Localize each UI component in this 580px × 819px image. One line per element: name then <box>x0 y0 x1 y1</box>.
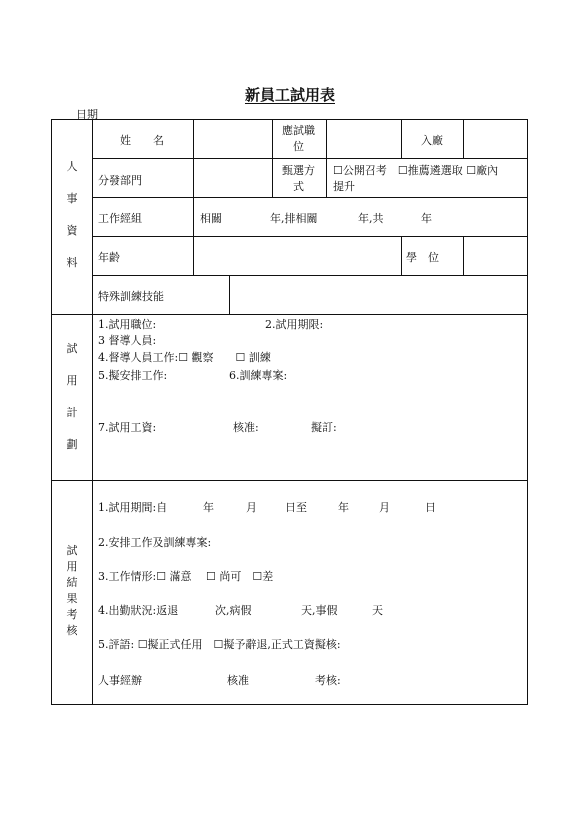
label-column-divider <box>92 119 93 705</box>
experience-unrelated: 年,排相關 <box>270 212 318 225</box>
result-review-label: 考核: <box>315 674 341 687</box>
attendance-days: 天 <box>372 604 383 617</box>
experience-years: 年 <box>421 212 432 225</box>
row-divider <box>92 197 528 198</box>
column-divider <box>193 236 194 275</box>
trial-plan-section-label: 試 用 計 劃 <box>66 342 78 451</box>
wage-approve-label: 核准: <box>233 421 259 434</box>
trial-position: 1.試用職位: <box>98 318 157 331</box>
column-divider <box>272 119 273 197</box>
planned-work: 5.擬安排工作: <box>98 369 168 382</box>
experience-total: 年,共 <box>358 212 384 225</box>
column-divider <box>463 119 464 158</box>
attendance-personal: 天,事假 <box>301 604 338 617</box>
column-divider <box>401 236 402 275</box>
date-label: 日期 <box>76 108 98 121</box>
column-divider <box>463 236 464 275</box>
trial-result-section-label: 試 用 結 果 考 核 <box>66 544 78 637</box>
experience-related: 相關 <box>200 212 222 225</box>
trial-period-month: 月 <box>246 501 257 514</box>
work-performance: 3.工作情形:☐ 滿意 ☐ 尚可 ☐差 <box>98 570 274 583</box>
special-skills-label: 特殊訓練技能 <box>98 290 164 303</box>
trial-period-from: 1.試用期間:自 <box>98 501 168 514</box>
evaluation-comment: 5.評語: ☐擬正式任用 ☐擬予辭退,正式工資擬核: <box>98 638 341 651</box>
position-label-cont: 位 <box>293 140 304 153</box>
age-label: 年齡 <box>98 251 120 264</box>
hr-handler-label: 人事經辦 <box>98 674 142 687</box>
supervisor: 3 督導人員: <box>98 334 157 347</box>
attendance-sick: 次,病假 <box>215 604 252 617</box>
row-divider <box>92 275 528 276</box>
trial-period-end-month: 月 <box>379 501 390 514</box>
trial-period-end-day: 日 <box>425 501 436 514</box>
section-divider <box>51 480 528 481</box>
selection-method-label-cont: 式 <box>293 180 304 193</box>
trial-period-end-year: 年 <box>338 501 349 514</box>
result-approve-label: 核准 <box>227 674 249 687</box>
selection-options: ☐公開召考 ☐推薦遴選取 ☐廠內 <box>333 164 499 177</box>
column-divider <box>401 119 402 158</box>
column-divider <box>229 275 230 314</box>
trial-period-day-to: 日至 <box>285 501 307 514</box>
degree-label: 學 位 <box>406 251 439 264</box>
selection-method-label: 甄選方 <box>282 164 315 177</box>
attendance-late: 4.出勤狀況:返退 <box>98 604 179 617</box>
section-divider <box>51 314 528 315</box>
selection-options-cont: 提升 <box>333 180 355 193</box>
trial-wage: 7.試用工資: <box>98 421 157 434</box>
position-label: 應試職 <box>282 124 315 137</box>
row-divider <box>92 158 528 159</box>
personnel-section-label: 人 事 資 料 <box>66 160 78 269</box>
form-title: 新員工試用表 <box>244 86 335 104</box>
column-divider <box>326 119 327 197</box>
name-label: 姓 名 <box>120 134 164 147</box>
factory-label: 入廠 <box>421 134 443 147</box>
experience-label: 工作經組 <box>98 212 142 225</box>
wage-draft-label: 擬訂: <box>311 421 337 434</box>
training-project: 6.訓練專案: <box>229 369 288 382</box>
column-divider <box>193 119 194 236</box>
work-arrangement: 2.安排工作及訓練專案: <box>98 536 212 549</box>
trial-period: 2.試用期限: <box>265 318 324 331</box>
department-label: 分發部門 <box>98 174 142 187</box>
trial-period-year: 年 <box>203 501 214 514</box>
supervisor-duty: 4.督導人員工作:☐ 觀察 ☐ 訓練 <box>98 351 271 364</box>
